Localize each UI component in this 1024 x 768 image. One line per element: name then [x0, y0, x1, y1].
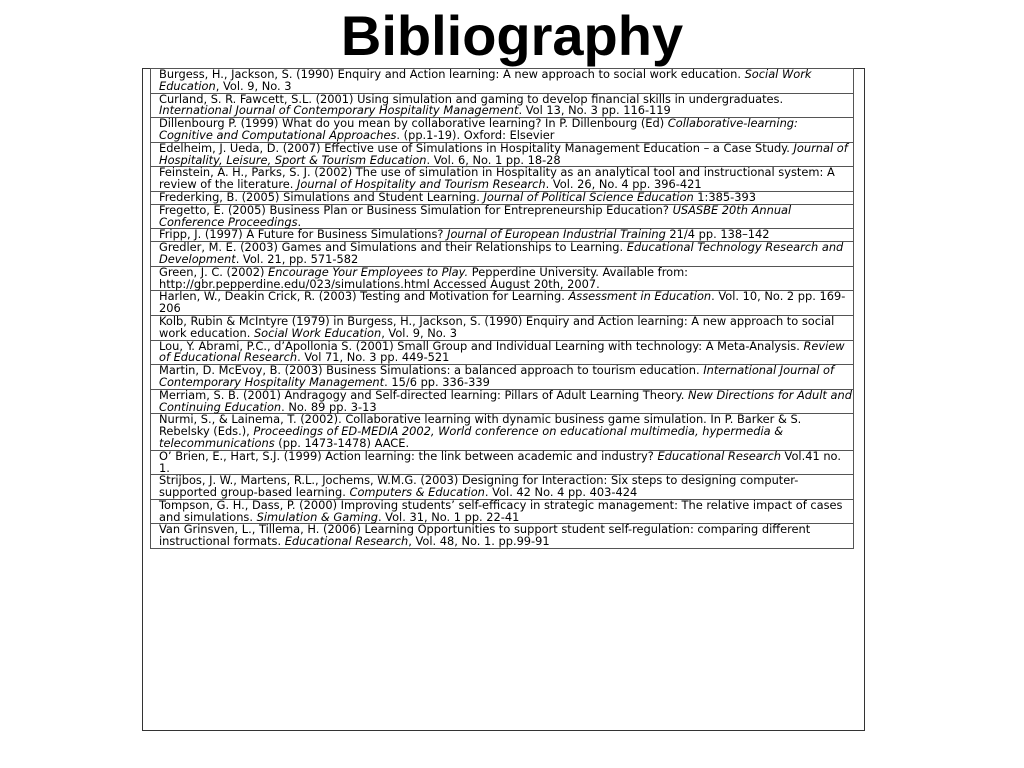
reference-text: . Vol. 31, No. 1 pp. 22-41	[377, 509, 520, 524]
reference-text: . 15/6 pp. 336-339	[384, 374, 490, 389]
reference-row	[151, 475, 854, 500]
reference-text: Tompson, G. H., Dass, P. (2000) Improving students’ self-efficacy in strategic management: The relative impact of cases and simulations.	[159, 497, 843, 524]
reference-source-title: Educational Research	[657, 448, 781, 463]
reference-text: Fregetto, E. (2005) Business Plan or Business Simulation for Entrepreneurship Education?	[159, 202, 673, 217]
reference-row	[151, 167, 854, 192]
reference-text: Vol.41 no. 1.	[159, 448, 841, 475]
reference-row	[151, 69, 854, 94]
reference-text: Van Grinsven, L., Tillema, H. (2006) Learning Opportunities to support student self-regulation: comparing different instructional formats.	[159, 522, 811, 549]
reference-entry	[151, 118, 854, 143]
reference-text: Curland, S. R. Fawcett, S.L. (2001) Using simulation and gaming to develop financial skills in undergraduates.	[159, 91, 784, 106]
reference-entry	[151, 414, 854, 450]
reference-row	[151, 389, 854, 414]
reference-entry	[151, 499, 854, 524]
reference-row	[151, 93, 854, 118]
reference-entry	[151, 167, 854, 192]
reference-text: Kolb, Rubin & McIntyre (1979) in Burgess, H., Jackson, S. (1990) Enquiry and Action learning: A new approach to social work education.	[159, 313, 835, 340]
reference-source-title: Encourage Your Employees to Play.	[268, 264, 469, 279]
reference-entry	[151, 340, 854, 365]
reference-row	[151, 315, 854, 340]
reference-source-title: Educational Research	[284, 534, 409, 549]
reference-row	[151, 524, 854, 549]
reference-source-title: International Journal of Contemporary Hospitality Management	[159, 363, 834, 389]
reference-text: .	[297, 214, 302, 229]
reference-text: Pepperdine University. Available from: http://gbr.pepperdine.edu/023/simulations.html Accessed August 20th, 2007.	[159, 264, 689, 291]
reference-text: . Vol 71, No. 3 pp. 449-521	[297, 350, 450, 365]
reference-text: Dillenbourg P. (1999) What do you mean by collaborative learning? In P. Dillenbourg (Ed)	[159, 116, 668, 131]
reference-text: Martin, D. McEvoy, B. (2003) Business Simulations: a balanced approach to tourism education.	[159, 363, 704, 378]
reference-row	[151, 266, 854, 291]
reference-text: Strijbos, J. W., Martens, R.L., Jochems, W.M.G. (2003) Designing for Interaction: Six steps to designing computer-supported group-based learning.	[159, 473, 799, 500]
reference-row	[151, 450, 854, 475]
reference-row	[151, 204, 854, 229]
reference-text: . Vol. 10, No. 2 pp. 169-206	[159, 289, 846, 316]
reference-text: Lou, Y. Abrami, P.C., d’Apollonia S. (2001) Small Group and Individual Learning with technology: A Meta-Analysis.	[159, 338, 804, 353]
reference-entry	[151, 389, 854, 414]
reference-text: . Vol 13, No. 3 pp. 116-119	[518, 103, 671, 118]
reference-source-title: Computers & Education	[349, 485, 485, 500]
reference-source-title: Collaborative-learning: Cognitive and Computational Approaches	[159, 116, 798, 142]
reference-source-title: Journal of Hospitality and Tourism Research	[297, 177, 546, 192]
reference-entry	[151, 315, 854, 340]
reference-text: Frederking, B. (2005) Simulations and Student Learning.	[159, 189, 484, 204]
reference-source-title: Social Work Education	[159, 67, 812, 93]
reference-entry	[151, 475, 854, 500]
reference-text: Harlen, W., Deakin Crick, R. (2003) Testing and Motivation for Learning.	[159, 289, 569, 304]
reference-text: Fripp, J. (1997) A Future for Business Simulations?	[159, 227, 448, 242]
reference-text: Gredler, M. E. (2003) Games and Simulations and their Relationships to Learning.	[159, 240, 627, 255]
reference-source-title: Journal of European Industrial Training	[447, 227, 666, 242]
reference-text: . No. 89 pp. 3-13	[281, 399, 377, 414]
reference-entry	[151, 291, 854, 316]
reference-text: Edelheim, J. Ueda, D. (2007) Effective use of Simulations in Hospitality Management Education – a Case Study.	[159, 140, 794, 155]
reference-text: Merriam, S. B. (2001) Andragogy and Self-directed learning: Pillars of Adult Learning Theory.	[159, 387, 688, 402]
reference-text: 1:385-393	[693, 189, 756, 204]
reference-row	[151, 414, 854, 450]
reference-row	[151, 291, 854, 316]
reference-text: Feinstein, A. H., Parks, S. J. (2002) The use of simulation in Hospitality as an analytical tool and instructional system: A review of the literature.	[159, 165, 835, 192]
reference-entry	[151, 142, 854, 167]
reference-entry	[151, 450, 854, 475]
reference-text: . Vol. 6, No. 1 pp. 18-28	[426, 152, 561, 167]
bibliography-list	[151, 69, 854, 549]
reference-text: . Vol. 21, pp. 571-582	[235, 251, 359, 266]
reference-source-title: Review of Educational Research	[159, 338, 845, 365]
reference-text: . Vol. 42 No. 4 pp. 403-424	[484, 485, 638, 500]
reference-entry	[151, 242, 854, 267]
page-title: Bibliography	[340, 4, 684, 67]
reference-text: 21/4 pp. 138–142	[665, 227, 770, 242]
reference-source-title: Journal of Hospitality, Leisure, Sport & Tourism Education	[159, 140, 848, 167]
reference-text: Green, J. C. (2002)	[159, 264, 269, 279]
reference-text: . Vol. 26, No. 4 pp. 396-421	[545, 177, 702, 192]
reference-source-title: Proceedings of ED-MEDIA 2002, World conference on educational multimedia, hypermedia & telecommunications	[159, 424, 784, 450]
reference-entry	[151, 365, 854, 390]
reference-row	[151, 365, 854, 390]
reference-text: , Vol. 9, No. 3	[215, 78, 292, 93]
reference-entry	[151, 204, 854, 229]
reference-source-title: New Directions for Adult and Continuing Education	[159, 387, 852, 414]
reference-entry	[151, 266, 854, 291]
reference-row	[151, 499, 854, 524]
reference-text: , Vol. 9, No. 3	[381, 325, 457, 340]
reference-text: Burgess, H., Jackson, S. (1990) Enquiry and Action learning: A new approach to social work education.	[159, 67, 745, 81]
reference-text: O’ Brien, E., Hart, S.J. (1999) Action learning: the link between academic and industry?	[159, 448, 658, 463]
reference-entry	[151, 69, 854, 94]
reference-text: , Vol. 48, No. 1. pp.99-91	[408, 534, 550, 549]
reference-source-title: Educational Technology Research and Development	[159, 240, 844, 266]
reference-source-title: Journal of Political Science Education	[483, 189, 694, 204]
reference-entry	[151, 524, 854, 549]
reference-row	[151, 118, 854, 143]
reference-text: (pp. 1473-1478) AACE.	[274, 435, 410, 450]
reference-row	[151, 142, 854, 167]
reference-source-title: Assessment in Education	[568, 289, 712, 304]
bibliography-table	[150, 68, 854, 549]
reference-source-title: USASBE 20th Annual Conference Proceedings	[159, 202, 792, 229]
reference-row	[151, 340, 854, 365]
reference-text: Nurmi, S., & Lainema, T. (2002). Collaborative learning with dynamic business game simulation. In P. Barker & S. Rebelsky (Eds.),	[159, 412, 802, 439]
reference-entry	[151, 93, 854, 118]
reference-source-title: International Journal of Contemporary Hospitality Management	[159, 103, 519, 118]
reference-source-title: Social Work Education	[253, 325, 382, 340]
reference-row	[151, 242, 854, 267]
reference-source-title: Simulation & Gaming	[256, 509, 378, 524]
reference-text: . (pp.1-19). Oxford: Elsevier	[396, 127, 555, 142]
